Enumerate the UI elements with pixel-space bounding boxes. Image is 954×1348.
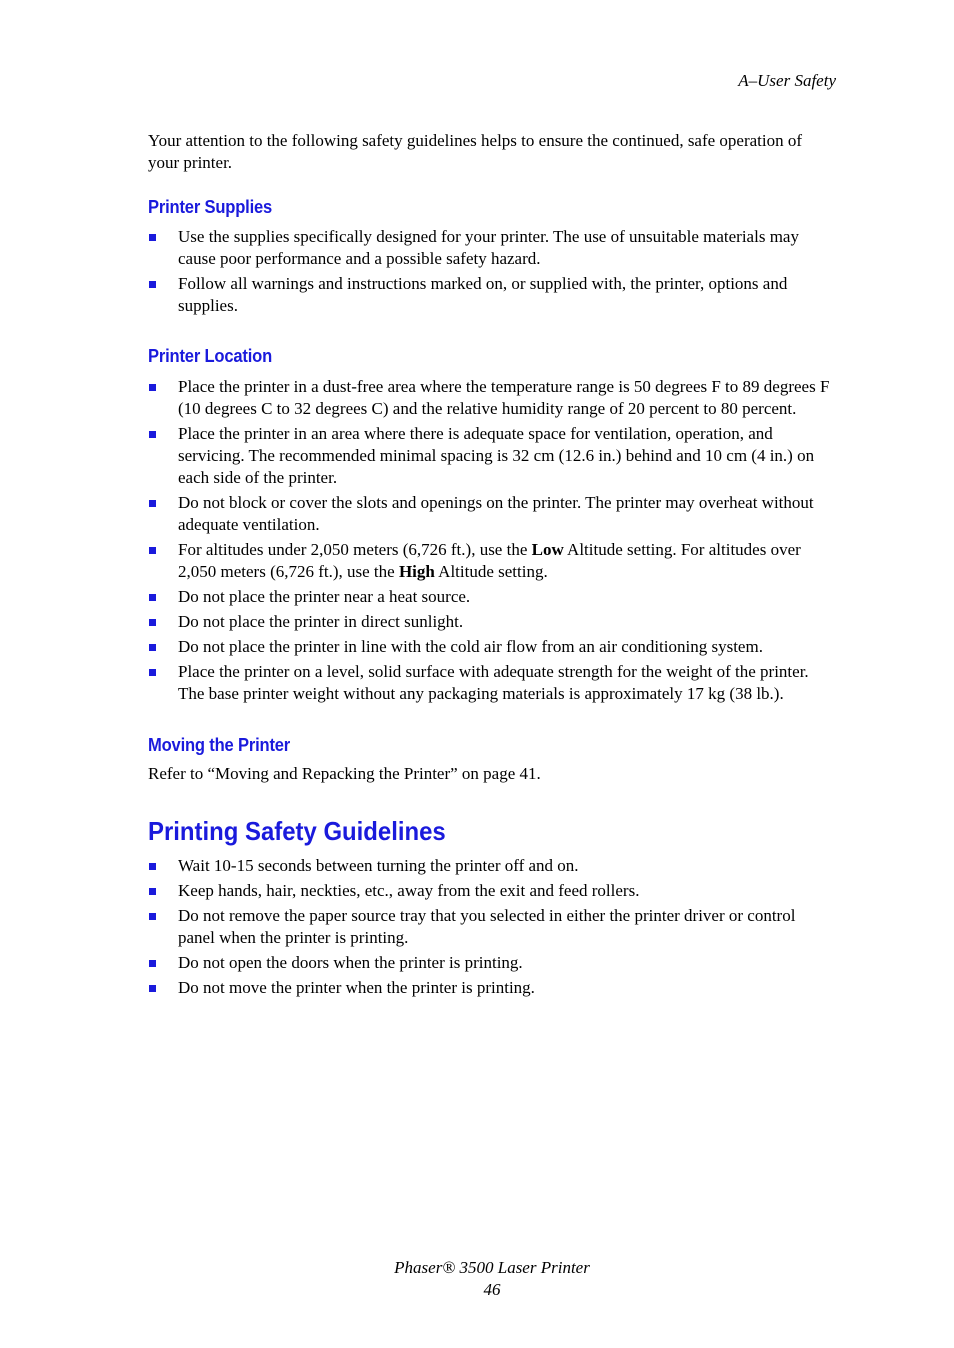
square-bullet-icon — [149, 669, 156, 676]
square-bullet-icon — [149, 888, 156, 895]
square-bullet-icon — [149, 985, 156, 992]
page-content — [148, 130, 836, 1002]
list-item: Do not block or cover the slots and openings on the printer. The printer may overheat without adequate ventilation. — [148, 492, 836, 536]
list-item: Wait 10-15 seconds between turning the printer off and on. — [148, 855, 836, 877]
square-bullet-icon — [149, 234, 156, 241]
heading-moving-printer: Moving the Printer — [148, 735, 291, 755]
square-bullet-icon — [149, 594, 156, 601]
list-item: Place the printer on a level, solid surface with adequate strength for the weight of the printer. The base printer weight without any packaging materials is approximately 17 kg (38 lb.). — [148, 661, 836, 705]
square-bullet-icon — [149, 619, 156, 626]
square-bullet-icon — [149, 960, 156, 967]
square-bullet-icon — [149, 431, 156, 438]
heading-printer-location: Printer Location — [148, 346, 273, 366]
page-number: 46 — [483, 1280, 501, 1299]
list-item: Do not place the printer in line with the cold air flow from an air conditioning system. — [148, 636, 836, 658]
list-item: Keep hands, hair, neckties, etc., away from the exit and feed rollers. — [148, 880, 836, 902]
heading-printing-safety: Printing Safety Guidelines — [148, 816, 446, 846]
list-item: Follow all warnings and instructions marked on, or supplied with, the printer, options and supplies. — [148, 273, 836, 317]
square-bullet-icon — [149, 281, 156, 288]
list-item: Do not place the printer in direct sunlight. — [148, 611, 836, 633]
high-setting-label: High — [398, 562, 435, 581]
square-bullet-icon — [149, 863, 156, 870]
list-printing-safety — [148, 855, 836, 999]
square-bullet-icon — [149, 500, 156, 507]
page-footer — [0, 1257, 954, 1301]
square-bullet-icon — [149, 384, 156, 391]
list-item: Place the printer in an area where there is adequate space for ventilation, operation, and servicing. The recommended minimal spacing is 32 cm (12.6 in.) behind and 10 cm (4 in.) on each side of the printer. — [148, 423, 836, 489]
list-printer-supplies — [148, 226, 836, 317]
square-bullet-icon — [149, 547, 156, 554]
low-setting-label: Low — [531, 540, 564, 559]
list-item: Do not open the doors when the printer is printing. — [148, 952, 836, 974]
list-item: Place the printer in a dust-free area where the temperature range is 50 degrees F to 89 degrees F (10 degrees C to 32 degrees C) and the relative humidity range of 20 percent to 80 percent. — [148, 376, 836, 420]
list-item: Do not move the printer when the printer is printing. — [148, 977, 836, 999]
intro-paragraph: Your attention to the following safety guidelines helps to ensure the continued, safe operation of your printer. — [148, 131, 803, 172]
list-item: Use the supplies specifically designed for your printer. The use of unsuitable materials may cause poor performance and a possible safety hazard. — [148, 226, 836, 270]
square-bullet-icon — [149, 644, 156, 651]
square-bullet-icon — [149, 913, 156, 920]
list-item: Do not remove the paper source tray that you selected in either the printer driver or control panel when the printer is printing. — [148, 905, 836, 949]
list-item: Do not place the printer near a heat source. — [148, 586, 836, 608]
running-header: A–User Safety — [738, 71, 836, 90]
list-printer-location — [148, 376, 836, 705]
moving-paragraph: Refer to “Moving and Repacking the Printer” on page 41. — [148, 764, 541, 783]
heading-printer-supplies: Printer Supplies — [148, 197, 273, 217]
footer-product-name: Phaser® 3500 Laser Printer — [394, 1258, 590, 1277]
list-item: For altitudes under 2,050 meters (6,726 ft.), use the Low Altitude setting. For altitudes over 2,050 meters (6,726 ft.), use the High Altitude setting. — [148, 539, 836, 583]
